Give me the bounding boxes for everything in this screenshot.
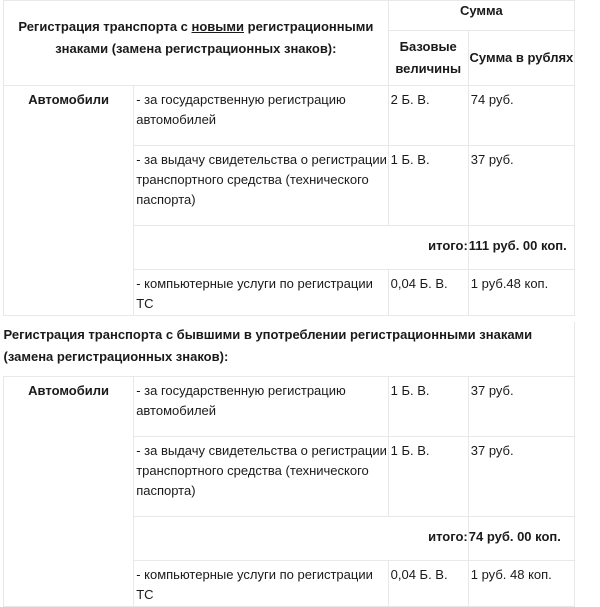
table-row: [4, 377, 575, 437]
category-cell: Автомобили: [4, 377, 134, 607]
fee-base: 0,04 Б. В.: [388, 270, 468, 316]
title-text: регистрационными знаками (замена регистрационных знаков):: [55, 19, 374, 56]
fee-base: 0,04 Б. В.: [388, 561, 468, 607]
total-label: итого:: [134, 226, 469, 270]
fee-description: - за выдачу свидетельства о регистрации транспортного средства (технического паспорта): [134, 437, 388, 517]
fee-rub: 37 руб.: [468, 146, 574, 226]
total-label: итого:: [134, 517, 469, 561]
table-title: [4, 1, 389, 86]
fees-table-new-plates: [3, 0, 575, 316]
fee-base: 1 Б. В.: [388, 437, 468, 517]
fee-base: 1 Б. В.: [388, 377, 468, 437]
fee-description: - за государственную регистрацию автомобилей: [134, 86, 388, 146]
title-emphasis: новыми: [191, 19, 245, 34]
fee-rub: 37 руб.: [468, 377, 574, 437]
total-value: 74 руб. 00 коп.: [468, 517, 574, 561]
fee-base: 2 Б. В.: [388, 86, 468, 146]
table-row: [4, 86, 575, 146]
total-value: 111 руб. 00 коп.: [468, 226, 574, 270]
fee-rub: 1 руб. 48 коп.: [468, 561, 574, 607]
fee-rub: 74 руб.: [468, 86, 574, 146]
fee-rub: 37 руб.: [468, 437, 574, 517]
base-units-header: Базовые величины: [388, 31, 468, 86]
title-text: Регистрация транспорта с: [18, 19, 192, 34]
fee-description: - компьютерные услуги по регистрации ТС: [134, 561, 388, 607]
rubles-header: Сумма в рублях: [468, 31, 574, 86]
fee-description: - компьютерные услуги по регистрации ТС: [134, 270, 388, 316]
fee-description: - за выдачу свидетельства о регистрации транспортного средства (технического паспорта): [134, 146, 388, 226]
fee-description: - за государственную регистрацию автомобилей: [134, 377, 388, 437]
table-title: Регистрация транспорта с бывшими в употреблении регистрационными знаками (замена регистрационных знаков):: [4, 322, 575, 377]
sum-header: Сумма: [388, 1, 574, 31]
category-cell: Автомобили: [4, 86, 134, 316]
fee-base: 1 Б. В.: [388, 146, 468, 226]
fee-rub: 1 руб.48 коп.: [468, 270, 574, 316]
fees-table-used-plates: [3, 322, 575, 607]
